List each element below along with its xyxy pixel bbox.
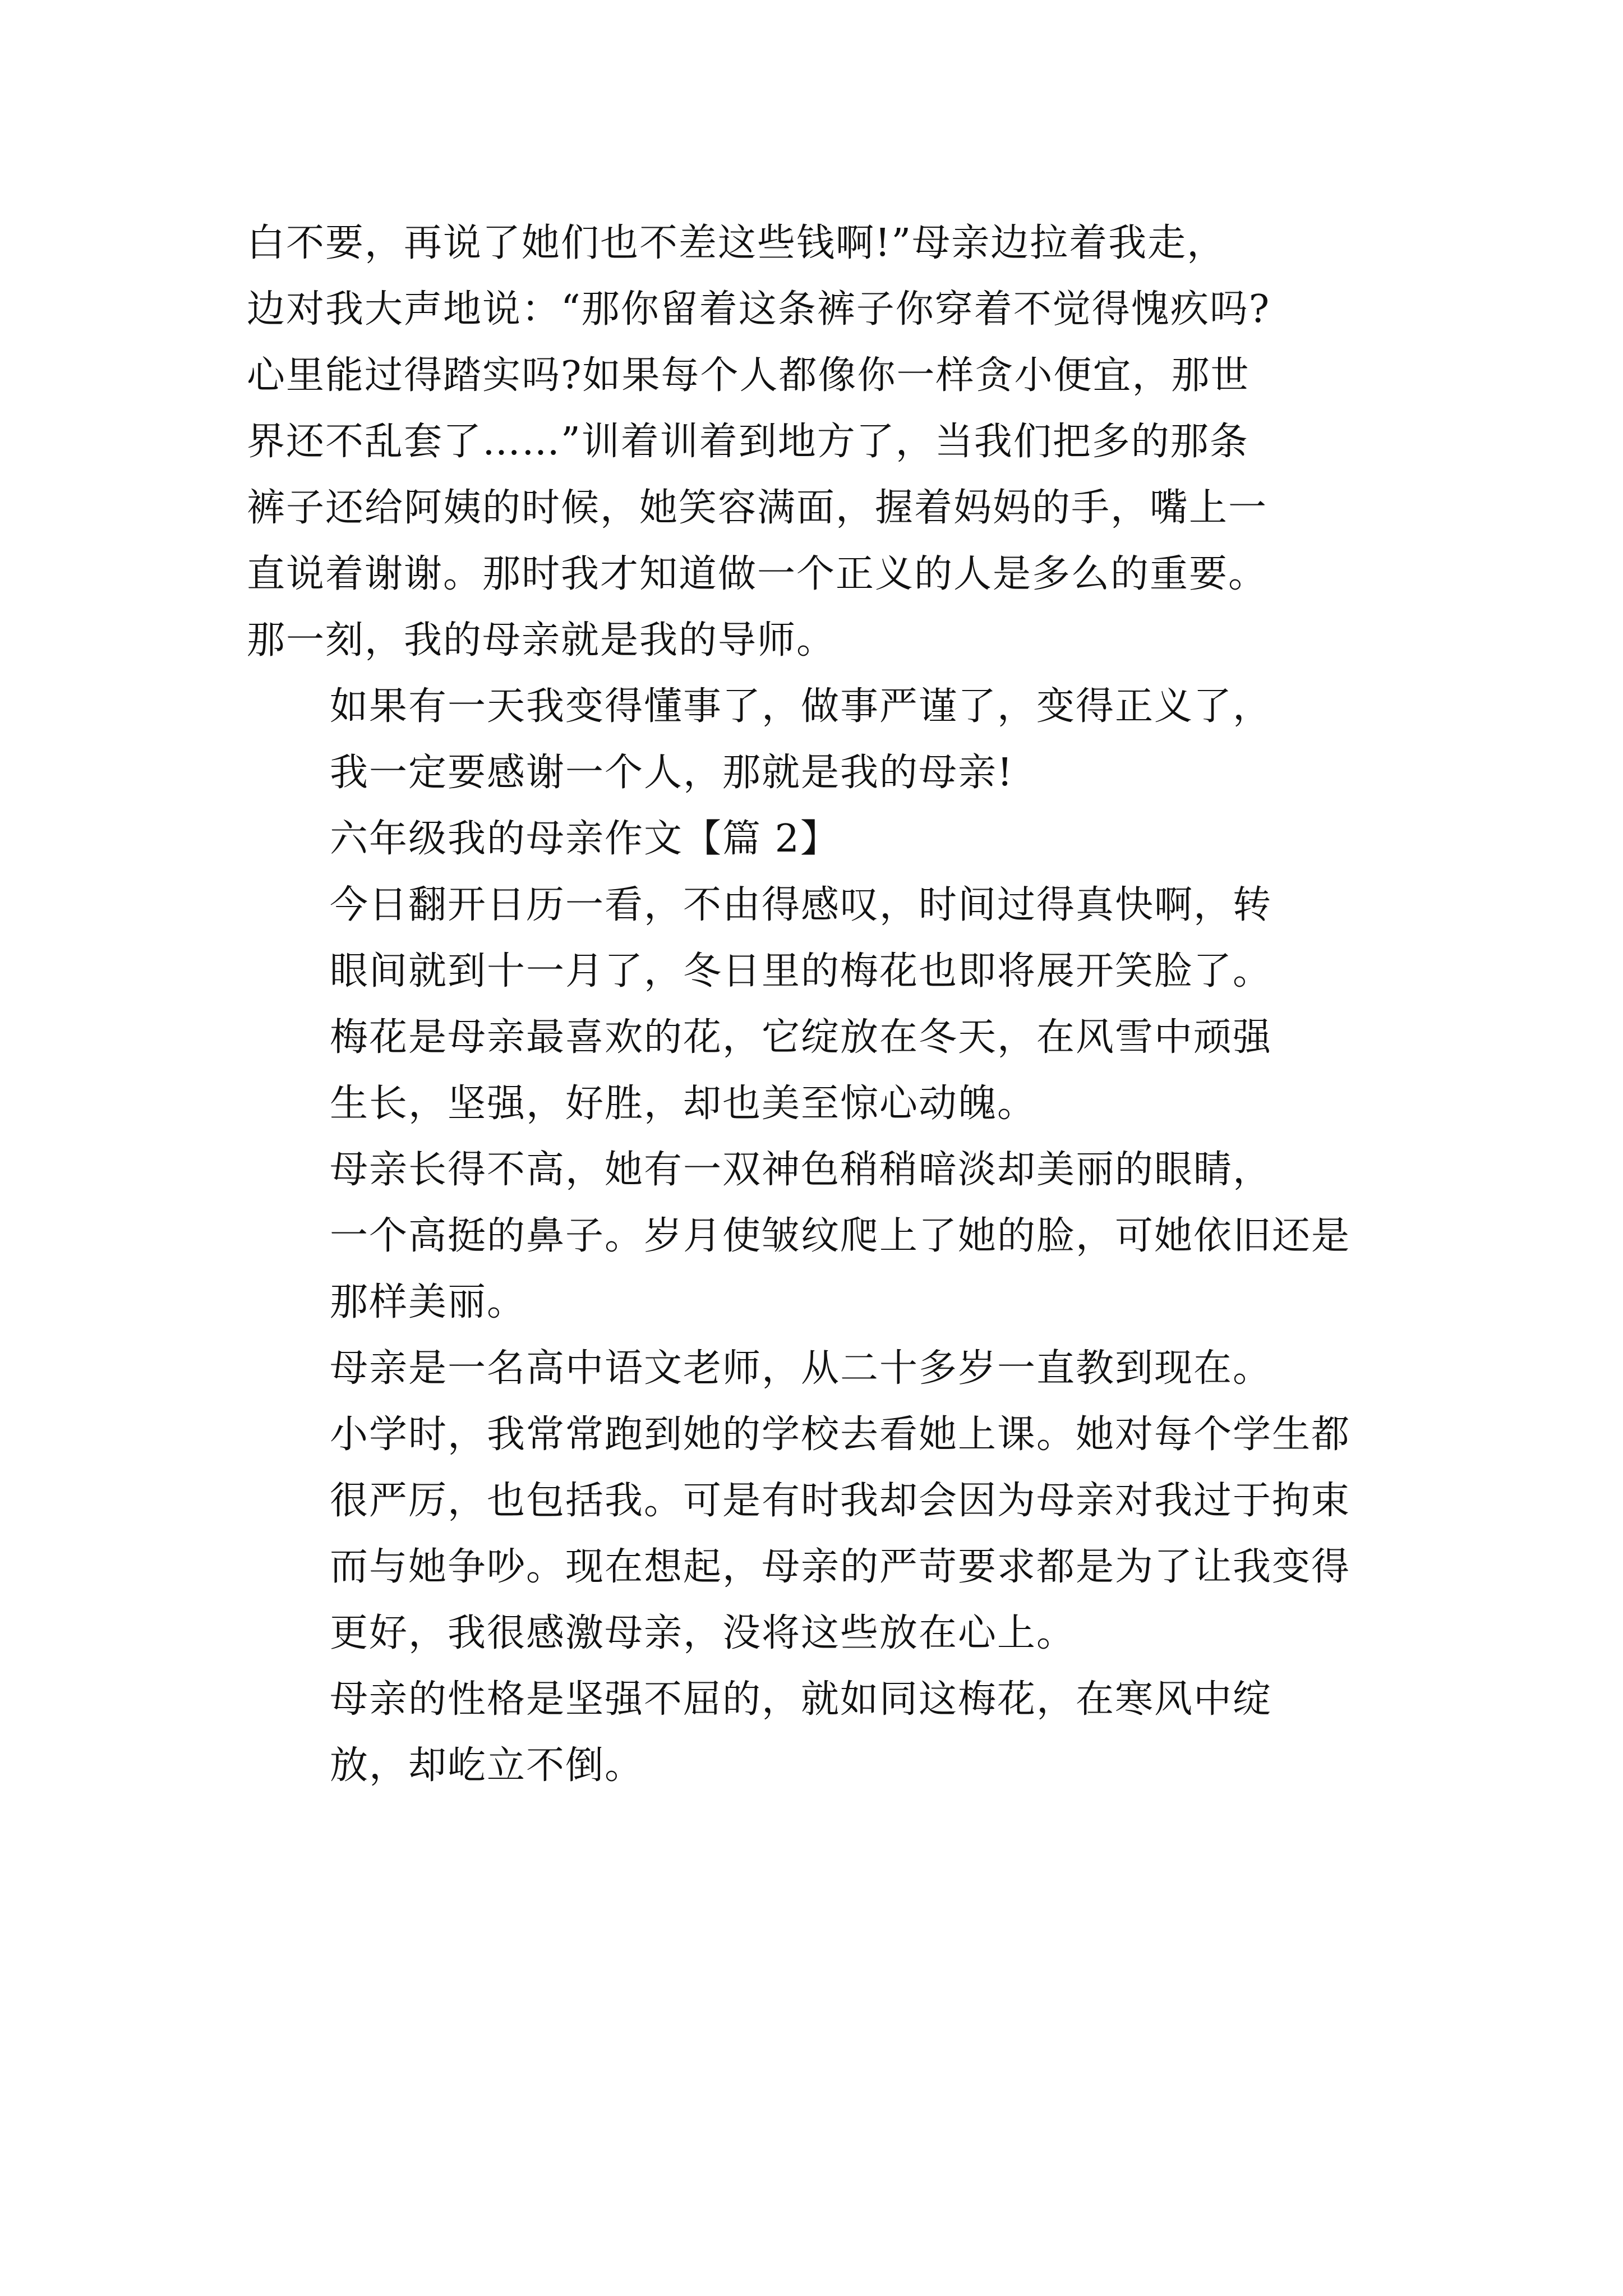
text-line: 今日翻开日历一看，不由得感叹，时间过得真快啊，转 [330,883,1272,927]
text-line: 一个高挺的鼻子。岁月使皱纹爬上了她的脸，可她依旧还是 [330,1214,1351,1258]
text-line: 如果有一天我变得懂事了，做事严谨了，变得正义了， [330,684,1272,729]
paragraph [247,210,1402,674]
text-line: 我一定要感谢一个人，那就是我的母亲! [330,751,1014,795]
text-line: 边对我大声地说：“那你留着这条裤子你穿着不觉得愧疚吗? [247,287,1271,332]
paragraph [247,806,1402,872]
paragraph [247,674,1402,806]
essay-body [247,210,1402,1799]
text-line: 白不要，再说了她们也不差这些钱啊!”母亲边拉着我走， [247,221,1227,265]
text-line: 梅花是母亲最喜欢的花，它绽放在冬天，在风雪中顽强 [330,1015,1272,1060]
text-line: 裤子还给阿姨的时候，她笑容满面，握着妈妈的手，嘴上一 [247,486,1268,530]
paragraph [247,1336,1402,1667]
text-line: 眼间就到十一月了，冬日里的梅花也即将展开笑脸了。 [330,949,1272,993]
text-line: 很严厉，也包括我。可是有时我却会因为母亲对我过于拘束 [330,1479,1351,1523]
text-line: 那一刻，我的母亲就是我的导师。 [247,618,836,662]
text-line: 六年级我的母亲作文【篇 2】 [330,817,840,861]
text-line: 界还不乱套了……”训着训着到地方了，当我们把多的那条 [247,420,1249,464]
paragraph [247,872,1402,1005]
text-line: 放，却屹立不倒。 [330,1743,644,1788]
text-line: 而与她争吵。现在想起，母亲的严苛要求都是为了让我变得 [330,1545,1351,1589]
text-line: 更好，我很感激母亲，没将这些放在心上。 [330,1611,1076,1655]
text-line: 生长，坚强，好胜，却也美至惊心动魄。 [330,1082,1037,1126]
text-line: 小学时，我常常跑到她的学校去看她上课。她对每个学生都 [330,1412,1351,1457]
text-line: 直说着谢谢。那时我才知道做一个正义的人是多么的重要。 [247,552,1268,596]
paragraph [247,1137,1402,1336]
text-line: 母亲的性格是坚强不屈的，就如同这梅花，在寒风中绽 [330,1677,1272,1722]
text-line: 心里能过得踏实吗?如果每个人都像你一样贪小便宜，那世 [247,353,1250,398]
text-line: 那样美丽。 [330,1280,527,1324]
paragraph [247,1667,1402,1799]
paragraph [247,1005,1402,1137]
text-line: 母亲是一名高中语文老师，从二十多岁一直教到现在。 [330,1346,1272,1391]
text-line: 母亲长得不高，她有一双神色稍稍暗淡却美丽的眼睛， [330,1148,1272,1192]
